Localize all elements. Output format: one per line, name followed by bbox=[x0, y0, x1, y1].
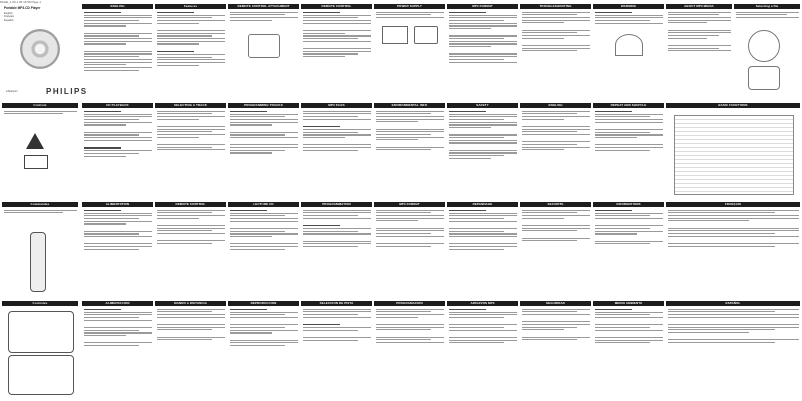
panel-title: MP3 FILES bbox=[301, 103, 372, 108]
manual-panel bbox=[2, 202, 78, 298]
language-item: Español bbox=[4, 18, 14, 22]
manual-panel bbox=[301, 4, 372, 100]
panel-title: REMOTE CONTROL bbox=[301, 4, 372, 9]
panel-title: Features bbox=[155, 4, 226, 9]
manual-panel bbox=[82, 4, 153, 100]
manual-panel bbox=[666, 202, 800, 298]
manual-panel bbox=[155, 4, 226, 100]
warning-symbol-icon bbox=[26, 133, 44, 149]
manual-panel bbox=[155, 202, 226, 298]
panel-title: SECURITE bbox=[520, 202, 591, 207]
manual-panel bbox=[374, 103, 445, 199]
manual-panel bbox=[666, 4, 732, 100]
panel-title: WARNING bbox=[593, 4, 664, 9]
panel-title: TROUBLESHOOTING bbox=[520, 4, 591, 9]
manual-panel bbox=[228, 301, 299, 399]
panel-title: PROGRAMMATION bbox=[301, 202, 372, 207]
display-illustration bbox=[748, 30, 780, 62]
manual-panel bbox=[593, 103, 664, 199]
manual-row-3 bbox=[0, 202, 802, 298]
print-header: PAGE_1 06.1.05 16:58 Page 1 bbox=[0, 0, 41, 4]
panel-title: Controles bbox=[2, 301, 78, 306]
panel-title: ALIMENTACION bbox=[82, 301, 153, 306]
manual-panel bbox=[82, 301, 153, 399]
language-list bbox=[4, 12, 14, 22]
headphone-illustration bbox=[615, 34, 643, 56]
panel-title: MP3 FORMAT bbox=[447, 4, 518, 9]
panel-title: POWER SUPPLY bbox=[374, 4, 445, 9]
panel-title: LECTURE CD bbox=[228, 202, 299, 207]
cover-panel bbox=[2, 4, 88, 100]
panel-title: ARCHIVOS MP3 bbox=[447, 301, 518, 306]
display-illustration bbox=[748, 66, 780, 90]
language-item: English bbox=[4, 12, 13, 15]
manual-panel bbox=[520, 301, 591, 399]
panel-title: MEDIO AMBIENTE bbox=[593, 301, 664, 306]
manual-panel bbox=[228, 202, 299, 298]
manual-panel bbox=[301, 202, 372, 298]
manual-panel bbox=[593, 4, 664, 100]
panel-title: REPRODUCCION bbox=[228, 301, 299, 306]
manual-row-1 bbox=[0, 4, 802, 100]
panel-title: SAFETY bbox=[447, 103, 518, 108]
manual-panel bbox=[520, 202, 591, 298]
remote-illustration bbox=[248, 34, 280, 58]
panel-title: ESPAÑOL bbox=[666, 301, 800, 306]
manual-panel bbox=[2, 103, 78, 199]
manual-panel bbox=[155, 103, 226, 199]
manual-panel bbox=[447, 103, 518, 199]
panel-title: MANDO A DISTANCIA bbox=[155, 301, 226, 306]
panel-title: ABOUT MP3 MEDIA bbox=[666, 4, 732, 9]
panel-title: SELECCION DE PISTA bbox=[301, 301, 372, 306]
manual-panel bbox=[593, 202, 664, 298]
panel-title: PROGRAMACION bbox=[374, 301, 445, 306]
manual-panel bbox=[301, 103, 372, 199]
manual-panel bbox=[82, 202, 153, 298]
panel-title: ALIMENTATION bbox=[82, 202, 153, 207]
panel-title: DEPANNAGE bbox=[447, 202, 518, 207]
panel-title: REMOTE CONTROL ATTACHMENT bbox=[228, 4, 299, 9]
manual-panel bbox=[2, 301, 78, 399]
panel-title: SELECTING A TRACK bbox=[155, 103, 226, 108]
manual-panel bbox=[666, 301, 800, 399]
panel-title: CD PLAYBACK bbox=[82, 103, 153, 108]
brand-logo: PHILIPS bbox=[46, 87, 88, 96]
panel-title: Selecting a file bbox=[734, 4, 800, 9]
manual-panel bbox=[734, 4, 800, 100]
spec-table bbox=[674, 115, 794, 195]
manual-panel bbox=[593, 301, 664, 399]
series-label: eXpanium bbox=[6, 90, 18, 93]
manual-panel bbox=[447, 202, 518, 298]
manual-panel bbox=[228, 103, 299, 199]
panel-title: ENGLISH bbox=[520, 103, 591, 108]
manual-panel bbox=[301, 301, 372, 399]
manual-panel bbox=[374, 301, 445, 399]
language-item: Français bbox=[4, 15, 14, 19]
manual-panel bbox=[447, 301, 518, 399]
panel-title: FRANÇAIS bbox=[666, 202, 800, 207]
panel-title: Commandes bbox=[2, 202, 78, 207]
panel-title: REPEAT AND SHUFFLE bbox=[593, 103, 664, 108]
manual-panel bbox=[228, 4, 299, 100]
panel-title: ENVIRONMENTAL INFO bbox=[374, 103, 445, 108]
manual-panel bbox=[520, 103, 591, 199]
battery-illustration bbox=[382, 26, 408, 44]
panel-title: SEGURIDAD bbox=[520, 301, 591, 306]
cd-player-image bbox=[20, 29, 60, 69]
player-diagram bbox=[8, 311, 74, 353]
manual-row-2 bbox=[0, 103, 802, 199]
manual-panel bbox=[666, 103, 800, 199]
panel-title: Controls bbox=[2, 103, 78, 108]
product-title: Portable MP3-CD Player bbox=[4, 6, 41, 10]
manual-panel bbox=[374, 4, 445, 100]
panel-title: MP3 FORMAT bbox=[374, 202, 445, 207]
remote-control-image bbox=[30, 232, 46, 292]
manual-panel bbox=[82, 103, 153, 199]
panel-title: BASIC FUNCTIONS bbox=[666, 103, 800, 108]
manual-panel bbox=[374, 202, 445, 298]
adapter-illustration bbox=[414, 26, 438, 44]
player-diagram bbox=[8, 355, 74, 395]
panel-title: PROGRAMMING TRACKS bbox=[228, 103, 299, 108]
panel-title: REMOTE CONTROL bbox=[155, 202, 226, 207]
manual-panel bbox=[447, 4, 518, 100]
manual-row-4 bbox=[0, 301, 802, 399]
recycle-icon bbox=[24, 155, 48, 169]
panel-title: INFORMATIONS bbox=[593, 202, 664, 207]
manual-panel bbox=[155, 301, 226, 399]
panel-title: ENGLISH bbox=[82, 4, 153, 9]
manual-panel bbox=[520, 4, 591, 100]
